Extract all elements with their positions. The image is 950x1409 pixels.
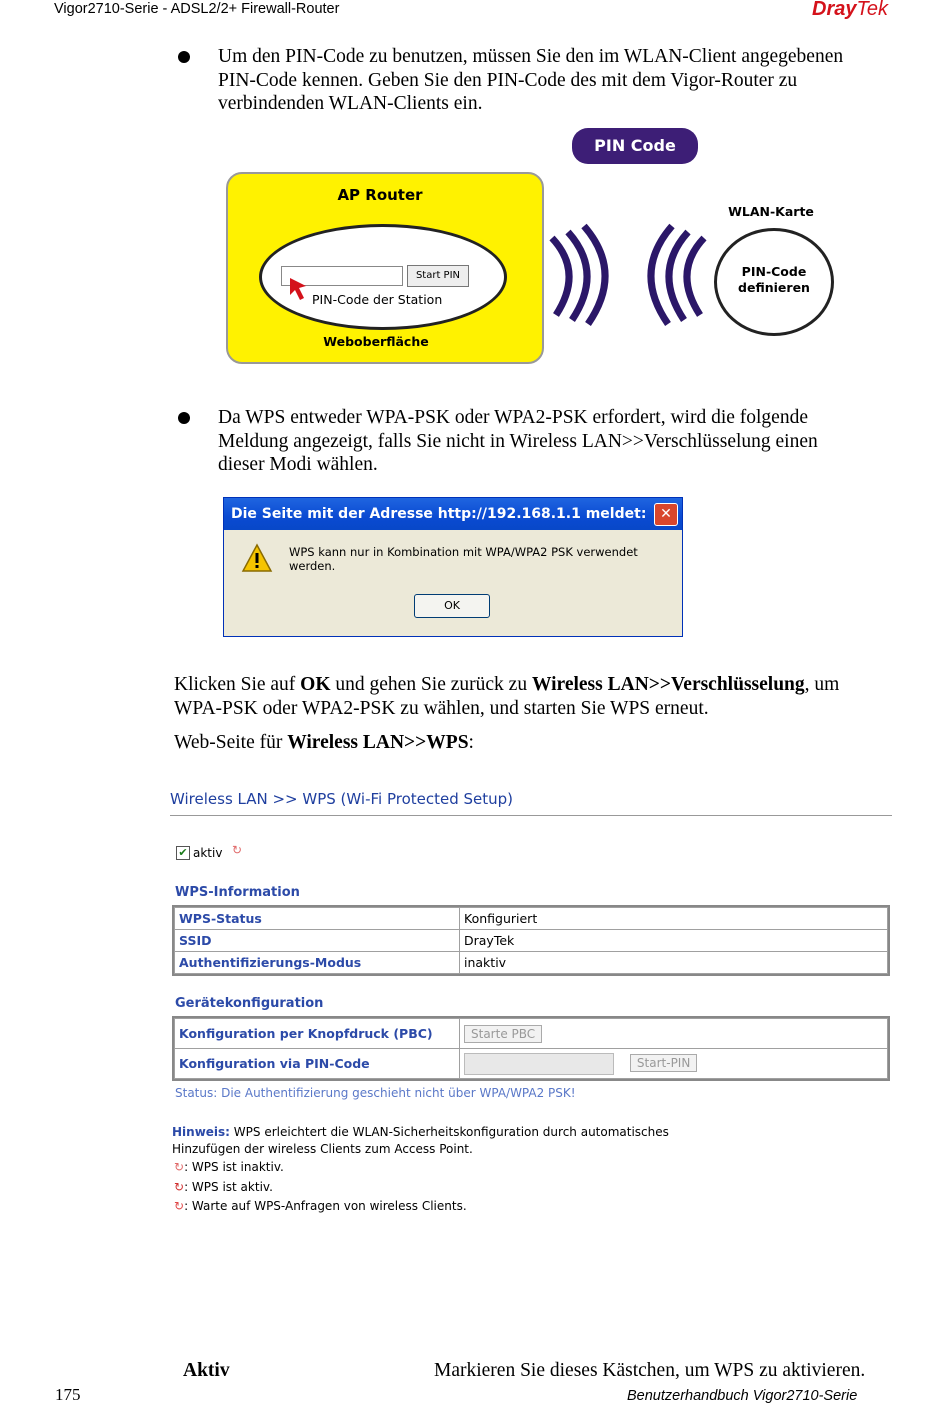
info-key: Authentifizierungs-Modus xyxy=(175,952,460,974)
wireless-waves-icon xyxy=(544,220,714,330)
term-aktiv: Aktiv xyxy=(183,1360,230,1381)
pin-cell xyxy=(460,1049,888,1079)
hint-label: Hinweis: xyxy=(172,1125,230,1139)
start-pin-button[interactable]: Start-PIN xyxy=(630,1054,697,1072)
bullet2-line1: Da WPS entweder WPA-PSK oder WPA2-PSK erfordert, wird die folgende xyxy=(218,407,808,428)
web-page-heading: Wireless LAN >> WPS (Wi-Fi Protected Setup) xyxy=(170,790,514,808)
info-key: SSID xyxy=(175,930,460,952)
ap-start-pin-button: Start PIN xyxy=(407,265,469,287)
start-pbc-button[interactable]: Starte PBC xyxy=(464,1025,542,1043)
table-row xyxy=(175,908,888,930)
ok-button[interactable]: OK xyxy=(414,594,490,618)
info-value: inaktiv xyxy=(460,952,888,974)
table-row xyxy=(175,1049,888,1079)
pbc-label: Konfiguration per Knopfdruck (PBC) xyxy=(175,1019,460,1049)
pointer-arrow-icon xyxy=(288,276,312,302)
pin-label: Konfiguration via PIN-Code xyxy=(175,1049,460,1079)
header-title: Vigor2710-Serie - ADSL2/2+ Firewall-Router xyxy=(54,1,340,17)
hint-line2: Hinzufügen der wireless Clients zum Access Point. xyxy=(172,1142,473,1156)
table-row xyxy=(175,1019,888,1049)
legend-item xyxy=(174,1160,284,1174)
para-ok-line2: WPA-PSK oder WPA2-PSK zu wählen, und starten Sie WPS erneut. xyxy=(174,697,709,719)
wps-inactive-icon: ↻ xyxy=(232,843,243,857)
dialog-title-bar xyxy=(224,498,682,530)
brand-logo xyxy=(812,0,888,21)
warning-icon xyxy=(241,543,273,573)
hint-text: WPS erleichtert die WLAN-Sicherheitskonfiguration durch automatisches xyxy=(229,1125,669,1139)
define-pin-line2: definieren xyxy=(738,280,810,295)
para-ok-c: und gehen Sie zurück zu xyxy=(330,674,532,695)
para-web-b: Wireless LAN>>WPS xyxy=(287,732,469,753)
wps-waiting-icon: ↻ xyxy=(174,1199,185,1213)
brand-part-dray: Dray xyxy=(812,0,857,20)
pin-input[interactable] xyxy=(464,1053,614,1075)
alert-dialog xyxy=(223,497,683,637)
para-ok xyxy=(174,673,839,720)
ap-router-title: AP Router xyxy=(337,186,423,204)
divider xyxy=(170,815,892,816)
hint-line1 xyxy=(172,1125,669,1139)
wps-active-icon: ↻ xyxy=(174,1180,185,1194)
bullet1-line3: verbindenden WLAN-Clients ein. xyxy=(218,93,483,114)
bullet2-line2: Meldung angezeigt, falls Sie nicht in Wireless LAN>>Verschlüsselung einen xyxy=(218,430,818,452)
brand-part-tek: Tek xyxy=(856,0,888,20)
para-ok-b: OK xyxy=(300,674,331,695)
device-config-header: Gerätekonfiguration xyxy=(175,996,324,1011)
wlan-card-label: WLAN-Karte xyxy=(728,204,814,219)
info-value: DrayTek xyxy=(460,930,888,952)
bullet1-text xyxy=(218,45,843,116)
page-number: 175 xyxy=(55,1385,81,1404)
bullet-icon xyxy=(178,51,190,63)
pbc-cell xyxy=(460,1019,888,1049)
dialog-title: Die Seite mit der Adresse http://192.168.1.1 meldet: xyxy=(231,506,647,522)
info-key: WPS-Status xyxy=(175,908,460,930)
wps-info-header: WPS-Information xyxy=(175,885,300,900)
bullet-icon xyxy=(178,412,190,424)
ap-station-label: PIN-Code der Station xyxy=(312,292,443,307)
bullet2-line3: dieser Modi wählen. xyxy=(218,454,378,475)
bullet2-text xyxy=(218,406,818,477)
enable-checkbox[interactable]: ✔ xyxy=(176,846,190,860)
wps-info-table xyxy=(174,907,888,974)
para-ok-d: Wireless LAN>>Verschlüsselung xyxy=(531,674,805,695)
legend-text: : WPS ist inaktiv. xyxy=(184,1160,284,1174)
pin-code-badge: PIN Code xyxy=(572,128,698,164)
manual-title: Benutzerhandbuch Vigor2710-Serie xyxy=(627,1388,858,1404)
legend-item xyxy=(174,1199,467,1213)
bullet1-line1: Um den PIN-Code zu benutzen, müssen Sie den im WLAN-Client angegebenen xyxy=(218,46,844,67)
info-value: Konfiguriert xyxy=(460,908,888,930)
para-web-a: Web-Seite für xyxy=(174,732,288,753)
wps-inactive-icon: ↻ xyxy=(174,1160,185,1174)
ap-web-label: Weboberfläche xyxy=(323,334,429,349)
legend-item xyxy=(174,1180,273,1194)
legend-text: : Warte auf WPS-Anfragen von wireless Clients. xyxy=(184,1199,467,1213)
dialog-message: WPS kann nur in Kombination mit WPA/WPA2 PSK verwendet werden. xyxy=(289,545,638,573)
para-ok-e: , um xyxy=(804,674,840,695)
close-icon[interactable]: ✕ xyxy=(654,503,678,526)
status-text: Status: Die Authentifizierung geschieht nicht über WPA/WPA2 PSK! xyxy=(175,1086,576,1100)
para-web xyxy=(174,731,474,755)
enable-label: aktiv xyxy=(193,846,223,860)
table-row xyxy=(175,930,888,952)
define-pin-line1: PIN-Code xyxy=(741,264,807,279)
table-row xyxy=(175,952,888,974)
device-config-table xyxy=(174,1018,888,1079)
define-pin-text xyxy=(714,264,834,296)
para-web-c: : xyxy=(468,732,474,753)
bullet1-line2: PIN-Code kennen. Geben Sie den PIN-Code des mit dem Vigor-Router zu xyxy=(218,69,798,91)
legend-text: : WPS ist aktiv. xyxy=(184,1180,273,1194)
term-description: Markieren Sie dieses Kästchen, um WPS zu aktivieren. xyxy=(434,1360,866,1381)
para-ok-line1 xyxy=(174,673,839,697)
para-ok-a: Klicken Sie auf xyxy=(174,674,301,695)
